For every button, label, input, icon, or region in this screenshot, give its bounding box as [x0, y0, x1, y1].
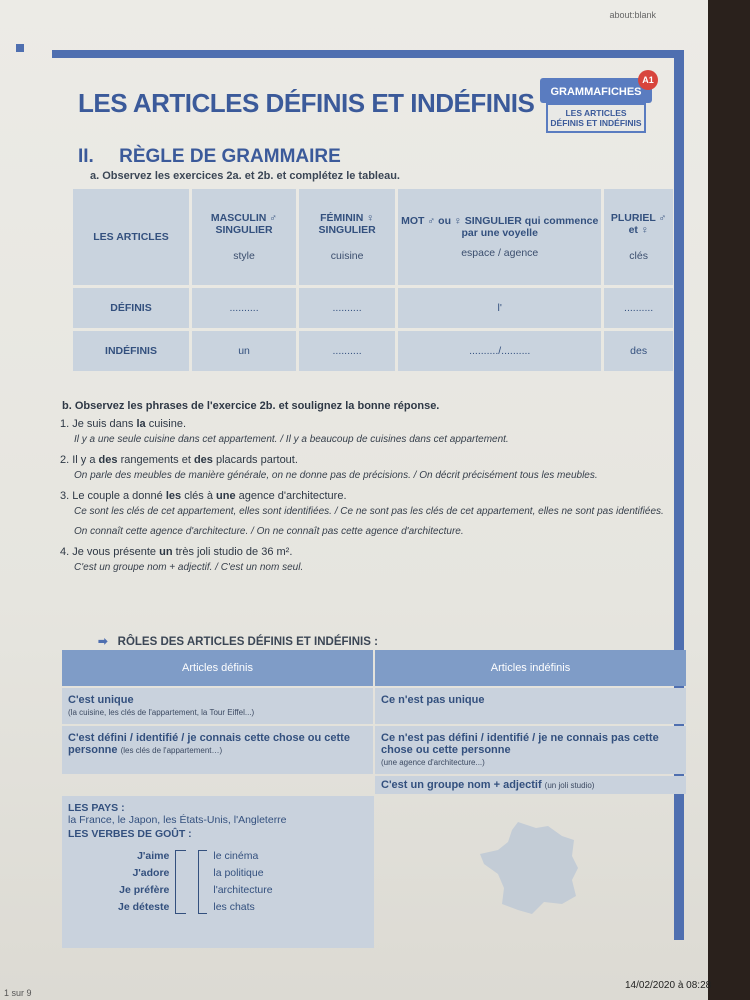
- france-map-icon: [478, 818, 588, 918]
- articles-table: [70, 186, 676, 374]
- sentence-part: agence d'architecture.: [235, 490, 347, 502]
- object: l'architecture: [213, 884, 273, 896]
- col-pluriel: [604, 189, 673, 285]
- pays-and-verbs-box: [62, 796, 374, 948]
- instruction-a: a. Observez les exercices 2a. et 2b. et complétez le tableau.: [90, 170, 400, 182]
- col-head: MASCULIN ♂ SINGULIER: [210, 212, 278, 236]
- col-articles-definis: Articles définis: [62, 650, 373, 686]
- item-number: 3.: [60, 490, 70, 502]
- article-bold: un: [159, 546, 173, 558]
- sentence-part: très joli studio de 36 m².: [172, 546, 293, 558]
- verb: Je préfère: [119, 884, 170, 896]
- indef-cell: [375, 726, 686, 774]
- article-bold: la: [136, 418, 146, 430]
- col-head: PLURIEL ♂ et ♀: [610, 212, 667, 236]
- empty-cell: [62, 776, 373, 794]
- object: la politique: [213, 867, 264, 879]
- print-date: 14/02/2020 à 08:28: [625, 980, 712, 991]
- sentence-part: cuisine.: [145, 418, 186, 430]
- article-bold: une: [216, 490, 236, 502]
- exercise-item-1: [60, 418, 682, 450]
- section-number: II.: [78, 146, 94, 167]
- object: le cinéma: [213, 850, 259, 862]
- def-main: C'est défini / identifié / je connais cette chose ou cette personne: [68, 732, 350, 756]
- verbs-list: [118, 848, 175, 916]
- roles-row: [62, 688, 686, 724]
- roles-heading-text: RÔLES DES ARTICLES DÉFINIS ET INDÉFINIS :: [117, 636, 378, 648]
- table-corner: LES ARTICLES: [73, 189, 189, 285]
- pays-list: la France, le Japon, les États-Unis, l'Angleterre: [68, 814, 287, 826]
- exercise-b: [62, 400, 682, 582]
- bracket-icon: [198, 850, 207, 914]
- def-cell: [62, 688, 373, 724]
- table-cell: ..........: [299, 288, 395, 328]
- instruction-b: b. Observez les phrases de l'exercice 2b. et soulignez la bonne réponse.: [62, 400, 440, 412]
- def-main: C'est unique: [68, 694, 134, 706]
- sentence-part: rangements et: [117, 454, 194, 466]
- page-title: LES ARTICLES DÉFINIS ET INDÉFINIS: [78, 88, 535, 118]
- bracket-icon: [175, 850, 186, 914]
- table-cell: un: [192, 331, 296, 371]
- table-cell: des: [604, 331, 673, 371]
- indef-main: Ce n'est pas unique: [381, 694, 485, 706]
- def-cell: [62, 726, 373, 774]
- answer-options[interactable]: On parle des meubles de manière générale, on ne donne pas de précisions. / On décrit précisément tous les meubles.: [74, 470, 598, 481]
- exercise-item-3: [60, 490, 682, 542]
- roles-heading: [98, 634, 378, 648]
- answer-options[interactable]: C'est un groupe nom + adjectif. / C'est un nom seul.: [74, 562, 304, 573]
- sentence-part: Le couple a donné: [72, 490, 166, 502]
- col-articles-indefinis: Articles indéfinis: [375, 650, 686, 686]
- verb: J'aime: [137, 850, 170, 862]
- badge-bottom: [546, 103, 646, 133]
- object: les chats: [213, 901, 255, 913]
- col-head: FÉMININ ♀ SINGULIER: [318, 212, 376, 236]
- indef-cell: [375, 688, 686, 724]
- article-bold: les: [165, 490, 182, 502]
- corner-square: [16, 44, 24, 52]
- exercise-item-4: [60, 546, 682, 578]
- section-title: RÈGLE DE GRAMMAIRE: [119, 146, 341, 167]
- article-bold: des: [98, 454, 118, 466]
- col-fem-singulier: [299, 189, 395, 285]
- indef-note: (un joli studio): [544, 781, 595, 790]
- roles-table: [62, 650, 686, 794]
- sentence-part: clés à: [181, 490, 216, 502]
- page-counter: 1 sur 9: [4, 988, 32, 998]
- sentence-part: placards partout.: [212, 454, 298, 466]
- row-label-definis: DÉFINIS: [73, 288, 189, 328]
- roles-row: [62, 726, 686, 774]
- table-cell: ..........: [192, 288, 296, 328]
- badge-line-1: LES ARTICLES: [565, 108, 627, 118]
- badge-line-2: DÉFINIS ET INDÉFINIS: [550, 118, 642, 128]
- indef-main: Ce n'est pas défini / identifié / je ne connais pas cette chose ou cette personne: [381, 732, 659, 756]
- answer-options[interactable]: Il y a une seule cuisine dans cet appartement. / Il y a beaucoup de cuisines dans cet appartement.: [74, 434, 509, 445]
- roles-row: [62, 776, 686, 794]
- table-cell: l': [398, 288, 601, 328]
- table-cell: ........../..........: [398, 331, 601, 371]
- col-example: clés: [629, 250, 648, 262]
- col-masc-singulier: [192, 189, 296, 285]
- grammafiches-badge: [540, 75, 654, 144]
- item-number: 1.: [60, 418, 70, 430]
- top-border-bar: [52, 50, 680, 58]
- browser-url-label: about:blank: [609, 10, 656, 20]
- col-example: espace / agence: [461, 247, 539, 259]
- item-number: 4.: [60, 546, 70, 558]
- indef-note: (une agence d'architecture...): [381, 758, 485, 767]
- verbs-diagram: [118, 848, 368, 916]
- section-heading: [78, 146, 341, 168]
- def-note: (les clés de l'appartement…): [120, 746, 223, 755]
- def-note: (la cuisine, les clés de l'appartement, la Tour Eiffel...): [68, 708, 255, 717]
- objects-list: [213, 848, 272, 916]
- pays-label: LES PAYS :: [68, 802, 125, 814]
- table-cell: ..........: [299, 331, 395, 371]
- verbs-label: LES VERBES DE GOÛT :: [68, 828, 192, 840]
- col-example: cuisine: [330, 250, 364, 262]
- answer-options[interactable]: Ce sont les clés de cet appartement, elles sont identifiées. / Ce ne sont pas les clés de cet appartement, elles ne sont pas identifiées.: [74, 506, 664, 517]
- row-label-indefinis: INDÉFINIS: [73, 331, 189, 371]
- sentence-part: Je vous présente: [72, 546, 160, 558]
- article-bold: des: [193, 454, 213, 466]
- item-number: 2.: [60, 454, 70, 466]
- level-badge: A1: [638, 70, 658, 90]
- roles-table-header: [62, 650, 686, 686]
- verb: J'adore: [132, 867, 170, 879]
- indef-main: C'est un groupe nom + adjectif: [381, 779, 542, 791]
- answer-options[interactable]: On connaît cette agence d'architecture. / On ne connaît pas cette agence d'architecture.: [74, 526, 464, 537]
- col-head: MOT ♂ ou ♀ SINGULIER qui commence par une voyelle: [401, 215, 599, 239]
- badge-top: GRAMMAFICHES: [540, 78, 652, 103]
- sentence-part: Il y a: [72, 454, 99, 466]
- exercise-item-2: [60, 454, 682, 486]
- sentence-part: Je suis dans: [72, 418, 137, 430]
- arrow-right-icon: ➡: [98, 636, 108, 648]
- col-example: style: [233, 250, 255, 262]
- col-voyelle: [398, 189, 601, 285]
- indef-cell: [375, 776, 686, 794]
- table-cell: ..........: [604, 288, 673, 328]
- verb: Je déteste: [118, 901, 170, 913]
